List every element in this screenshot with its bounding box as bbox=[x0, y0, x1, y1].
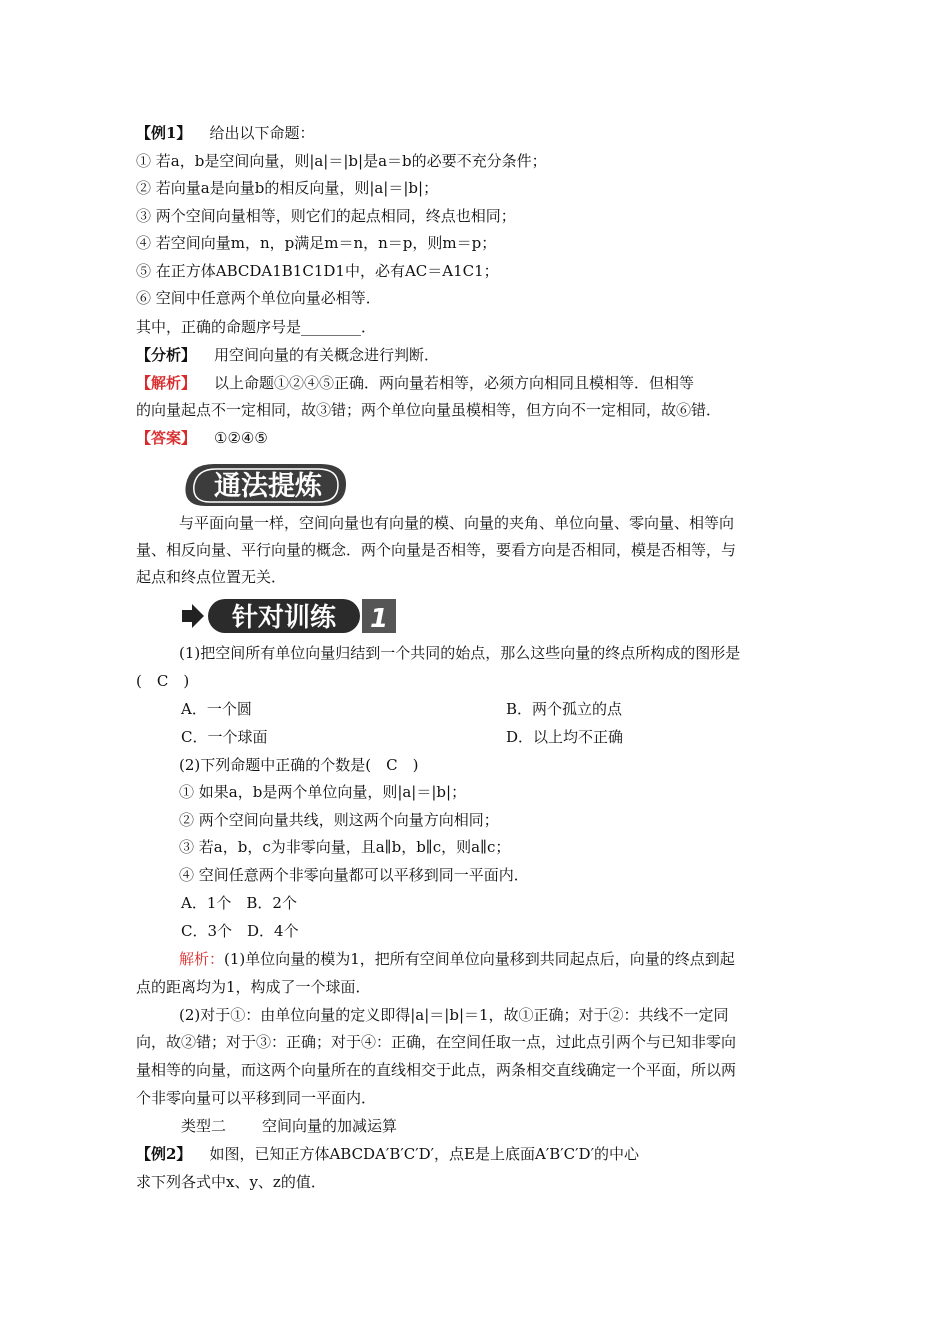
practice-solution-line-1 bbox=[179, 948, 735, 970]
proposition-5: ⑤ 在正方体ABCDA1B1C1D1中，必有AC＝A1C1； bbox=[136, 262, 499, 280]
analysis-line bbox=[136, 344, 439, 366]
q1-option-a: A．一个圆 bbox=[181, 700, 252, 718]
answer-tag: 【答案】 bbox=[136, 429, 197, 447]
practice-solution2-line-1: (2)对于①：由单位向量的定义即得|a|＝|b|＝1，故①正确；对于②：共线不一定同 bbox=[179, 1006, 729, 1024]
proposition-1: ① 若a，b是空间向量，则|a|＝|b|是a＝b的必要不充分条件； bbox=[136, 152, 547, 170]
example-1-tag: 【例1】 bbox=[136, 124, 192, 142]
practice-q1-line-1: (1)把空间所有单位向量归结到一个共同的始点，那么这些向量的终点所构成的图形是 bbox=[179, 644, 741, 662]
practice-solution-text-1: (1)单位向量的模为1，把所有空间单位向量移到共同起点后，向量的终点到起 bbox=[224, 950, 735, 968]
q2-item-3: ③ 若a，b，c为非零向量，且a∥b，b∥c，则a∥c； bbox=[179, 838, 511, 856]
analysis-tag: 【分析】 bbox=[136, 346, 197, 364]
analysis-text: 用空间向量的有关概念进行判断． bbox=[214, 346, 440, 364]
q2-options-row-2: C．3个 D．4个 bbox=[181, 922, 299, 940]
practice-q2: (2)下列命题中正确的个数是( C ) bbox=[179, 756, 419, 774]
example-1-question: 其中，正确的命题序号是________． bbox=[136, 318, 377, 336]
method-banner-label: 通法提炼 bbox=[214, 471, 322, 502]
type-2-heading bbox=[181, 1115, 397, 1137]
answer-line bbox=[136, 427, 268, 449]
q2-options-row-1: A．1个 B．2个 bbox=[181, 894, 297, 912]
arrow-right-icon bbox=[182, 604, 204, 628]
example-2-text-1: 如图，已知正方体ABCDA′B′C′D′，点E是上底面A′B′C′D′的中心 bbox=[209, 1145, 639, 1163]
example-1-header bbox=[136, 122, 314, 144]
practice-banner bbox=[180, 596, 400, 638]
method-line-1: 与平面向量一样，空间向量也有向量的模、向量的夹角、单位向量、零向量、相等向 bbox=[179, 514, 735, 532]
proposition-6: ⑥ 空间中任意两个单位向量必相等． bbox=[136, 289, 381, 307]
practice-solution-tag: 解析： bbox=[179, 950, 225, 968]
practice-solution-line-2: 点的距离均为1，构成了一个球面． bbox=[136, 978, 371, 996]
solution-text-1: 以上命题①②④⑤正确．两向量若相等，必须方向相同且模相等．但相等 bbox=[214, 374, 695, 392]
q2-item-2: ② 两个空间向量共线，则这两个向量方向相同； bbox=[179, 811, 499, 829]
practice-solution2-line-3: 量相等的向量，而这两个向量所在的直线相交于此点，两条相交直线确定一个平面，所以两 bbox=[136, 1061, 737, 1079]
solution-line-1 bbox=[136, 372, 694, 394]
solution-tag: 【解析】 bbox=[136, 374, 197, 392]
example-1-intro: 给出以下命题： bbox=[209, 124, 315, 142]
example-2-tag: 【例2】 bbox=[136, 1145, 192, 1163]
q2-item-1: ① 如果a，b是两个单位向量，则|a|＝|b|； bbox=[179, 783, 467, 801]
q1-option-d: D．以上均不正确 bbox=[506, 728, 624, 746]
practice-solution2-line-4: 个非零向量可以平移到同一平面内． bbox=[136, 1089, 377, 1107]
answer-text: ①②④⑤ bbox=[214, 429, 268, 447]
proposition-4: ④ 若空间向量m，n，p满足m＝n，n＝p，则m＝p； bbox=[136, 234, 497, 252]
type-2-title: 空间向量的加减运算 bbox=[262, 1117, 398, 1135]
q1-option-c: C．一个球面 bbox=[181, 728, 268, 746]
example-2-line-2: 求下列各式中x、y、z的值． bbox=[136, 1173, 326, 1191]
example-2-line-1 bbox=[136, 1143, 639, 1165]
practice-banner-number: 1 bbox=[369, 604, 389, 634]
practice-banner-label: 针对训练 bbox=[231, 603, 337, 633]
proposition-2: ② 若向量a是向量b的相反向量，则|a|＝|b|； bbox=[136, 179, 439, 197]
type-2-label: 类型二 bbox=[181, 1117, 227, 1135]
method-line-2: 量、相反向量、平行向量的概念．两个向量是否相等，要看方向是否相同，模是否相等，与 bbox=[136, 541, 737, 559]
proposition-3: ③ 两个空间向量相等，则它们的起点相同，终点也相同； bbox=[136, 207, 516, 225]
method-line-3: 起点和终点位置无关． bbox=[136, 568, 287, 586]
q1-option-b: B．两个孤立的点 bbox=[506, 700, 623, 718]
practice-q1-line-2: ( C ) bbox=[136, 672, 190, 690]
solution-line-2: 的向量起点不一定相同，故③错；两个单位向量虽模相等，但方向不一定相同，故⑥错． bbox=[136, 401, 722, 419]
q2-item-4: ④ 空间任意两个非零向量都可以平移到同一平面内． bbox=[179, 866, 529, 884]
method-banner bbox=[180, 458, 352, 510]
practice-solution2-line-2: 向，故②错；对于③：正确；对于④：正确，在空间任取一点，过此点引两个与已知非零向 bbox=[136, 1033, 737, 1051]
